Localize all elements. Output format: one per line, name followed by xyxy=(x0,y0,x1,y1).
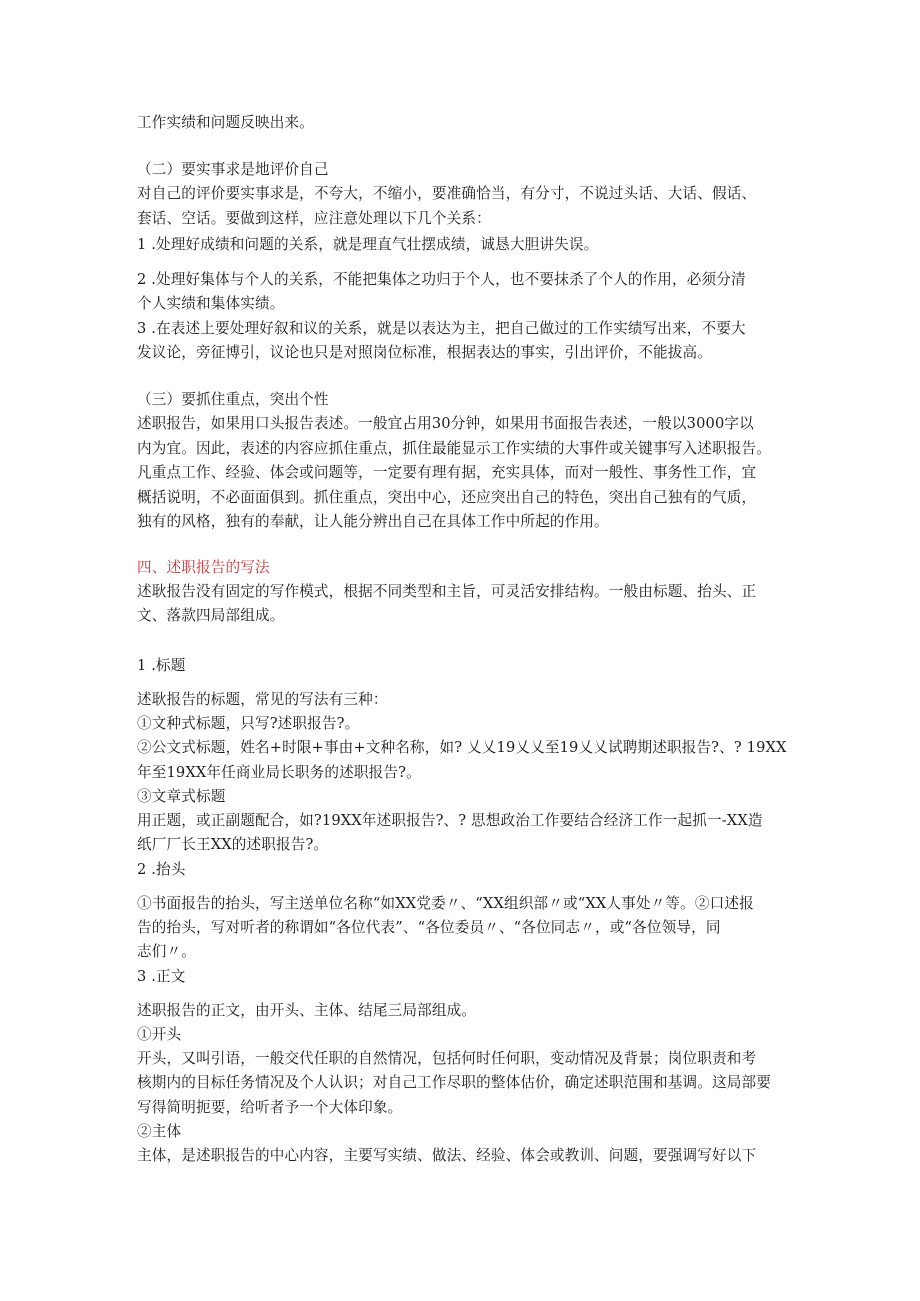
text-line: 纸厂厂长王XX的述职报告?。 xyxy=(137,836,329,853)
text-line: 2 .抬头 xyxy=(137,861,186,878)
text-line: 述耿报告没有固定的写作模式，根据不同类型和主旨，可灵活安排结构。一般由标题、抬头、正 xyxy=(137,583,757,600)
text-line: 开头，又叫引语，一般交代任职的自然情况，包括何时任何职，变动情况及背景；岗位职责和考 xyxy=(137,1050,757,1067)
text-line: 独有的风格，独有的奉献，让人能分辨出自己在具体工作中所起的作用。 xyxy=(137,513,609,530)
text-line: ②主体 xyxy=(137,1123,182,1140)
text-line: 核期内的目标任务情况及个人认识；对自己工作尽职的整体估价，确定述职范围和基调。这局部要 xyxy=(137,1074,771,1091)
text-line: 个人实绩和集体实绩。 xyxy=(137,295,285,312)
text-line: 套话、空话。要做到这样，应注意处理以下几个关系： xyxy=(137,210,491,227)
text-line: （二）要实事求是地评价自己 xyxy=(137,161,329,178)
text-line: 内为宜。因此，表述的内容应抓住重点，抓住最能显示工作实绩的大事件或关键事写入述职报告。 xyxy=(137,440,771,457)
text-line: 3 .在表述上要处理好叙和议的关系，就是以表达为主，把自己做过的工作实绩写出来，不要大 xyxy=(137,320,746,337)
text-line: ①书面报告的抬头，写主送单位名称“如XX党委〃、“XX组织部〃或“XX人事处〃等。②口述报 xyxy=(137,895,754,912)
text-line: 年至19XX年任商业局长职务的述职报告?。 xyxy=(137,764,421,781)
text-line: 述职报告的正文，由开头、主体、结尾三局部组成。 xyxy=(137,1002,477,1019)
text-line: 发议论，旁征博引，议论也只是对照岗位标准，根据表达的事实，引出评价，不能拔高。 xyxy=(137,344,713,361)
text-line: 凡重点工作、经验、体会或问题等，一定要有理有据，充实具体，而对一般性、事务性工作，宜 xyxy=(137,464,757,481)
text-line: 志们〃。 xyxy=(137,943,196,960)
text-line: 对自己的评价要实事求是，不夸大，不缩小，要准确恰当，有分寸，不说过头话、大话、假话、 xyxy=(137,185,757,202)
text-line: 工作实绩和问题反映出来。 xyxy=(137,114,314,131)
text-line: ③文章式标题 xyxy=(137,788,226,805)
text-line: 述职报告，如果用口头报告表述。一般宜占用30分钟，如果用书面报告表述，一般以3000字以 xyxy=(137,415,754,432)
text-line: 主体，是述职报告的中心内容，主要写实绩、做法、经验、体会或教训、问题，要强调写好以下 xyxy=(137,1147,757,1164)
text-line: ①开头 xyxy=(137,1026,182,1043)
text-line: ②公文式标题，姓名+时限+事由+文种名称，如? 乂乂19乂乂至19乂乂试聘期述职报告?、? 19XX xyxy=(137,739,787,756)
text-line: 2 .处理好集体与个人的关系，不能把集体之功归于个人，也不要抹杀了个人的作用，必须分清 xyxy=(137,271,746,288)
text-line: 告的抬头，写对听者的称谓如“各位代表”、“各位委员〃、“各位同志〃，或“各位领导，同 xyxy=(137,919,721,936)
text-line: 写得简明扼要，给听者予一个大体印象。 xyxy=(137,1099,403,1116)
text-line: 1 .处理好成绩和问题的关系，就是理直气壮摆成绩，诚恳大胆讲失误。 xyxy=(137,236,599,253)
text-line: 述耿报告的标题，常见的写法有三种： xyxy=(137,691,388,708)
text-line: （三）要抓住重点，突出个性 xyxy=(137,391,329,408)
text-line: ①文种式标题，只写?述职报告?。 xyxy=(137,715,360,732)
text-line: 1 .标题 xyxy=(137,657,186,674)
text-line: 用正题，或正副题配合，如?19XX年述职报告?、? 思想政治工作要结合经济工作一起抓一-XX造 xyxy=(137,812,763,829)
text-line: 文、落款四局部组成。 xyxy=(137,607,285,624)
section-heading: 四、述职报告的写法 xyxy=(137,559,270,576)
text-line: 概括说明，不必面面俱到。抓住重点，突出中心，还应突出自己的特色，突出自己独有的气质， xyxy=(137,489,757,506)
text-line: 3 .正文 xyxy=(137,968,186,985)
